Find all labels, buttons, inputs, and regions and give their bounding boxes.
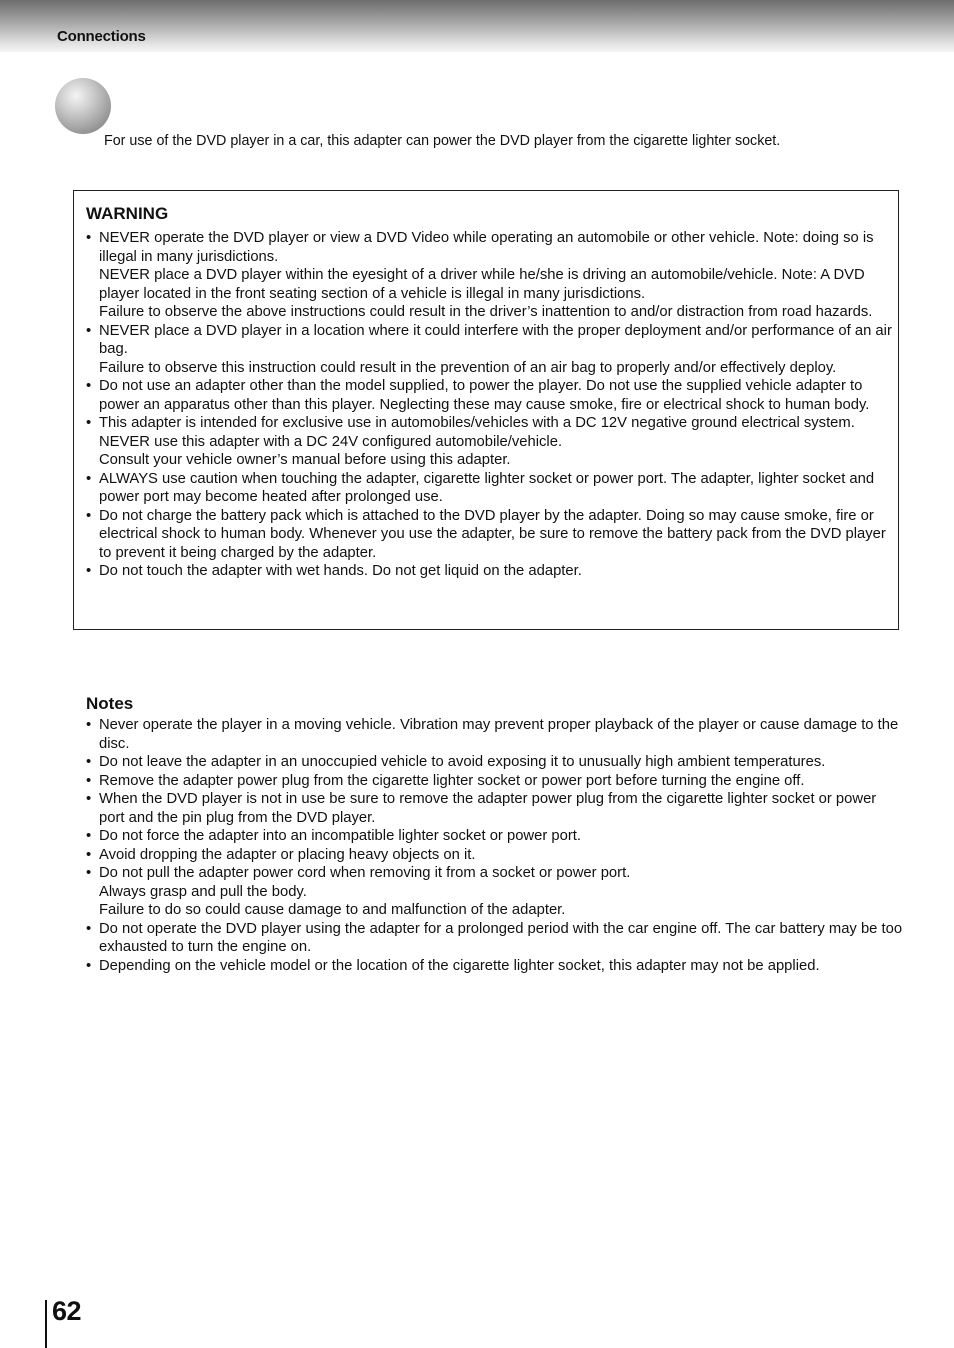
warning-list (0, 229, 899, 581)
list-item-paragraph: • Do not operate the DVD player using the adapter for a prolonged period with the car engine off. The car battery may be too exhausted to turn the engine on. (99, 920, 903, 955)
list-item-paragraph: • Do not use an adapter other than the model supplied, to power the player. Do not use the supplied vehicle adapter to power an apparatus other than this player. Neglecting these may cause smoke, fire or electrical shock to human body. (99, 378, 870, 413)
section-orb-icon (55, 78, 111, 134)
list-item (0, 229, 899, 322)
list-item-paragraph: • Depending on the vehicle model or the location of the cigarette lighter socket, this adapter may not be applied. (99, 957, 820, 974)
list-item-paragraph: Consult your vehicle owner’s manual before using this adapter. (99, 452, 511, 468)
list-item-paragraph: • Do not leave the adapter in an unoccupied vehicle to avoid exposing it to unusually high ambient temperatures. (99, 754, 826, 770)
list-item-paragraph: • Do not charge the battery pack which is attached to the DVD player by the adapter. Doing so may cause smoke, fire or electrical shock to human body. Whenever you use the adapter, be sure to remove the battery pack from the DVD player to prevent it being charged by the adapter. (99, 507, 886, 561)
list-item (0, 827, 905, 846)
list-item (0, 562, 899, 581)
list-item-paragraph: NEVER place a DVD player within the eyesight of a driver while he/she is driving an automobile/vehicle. Note: A DVD player located in the front seating section of a vehicle is illegal in many jurisdictions. (99, 267, 865, 302)
list-item-paragraph: Failure to observe this instruction could result in the prevention of an air bag to properly and/or effectively deploy. (99, 359, 837, 376)
section-title: Connections (57, 28, 146, 45)
list-item-paragraph: • NEVER operate the DVD player or view a DVD Video while operating an automobile or other vehicle. Note: doing so is illegal in many jurisdictions. (99, 230, 874, 265)
list-item-paragraph: • Do not pull the adapter power cord when removing it from a socket or power port. (99, 865, 631, 881)
list-item (0, 957, 905, 976)
list-item-paragraph: • NEVER place a DVD player in a location where it could interfere with the proper deployment and/or performance of an air bag. (99, 322, 892, 357)
list-item (0, 507, 899, 563)
list-item-paragraph: • Do not force the adapter into an incompatible lighter socket or power port. (99, 828, 581, 844)
list-item-paragraph: • This adapter is intended for exclusive use in automobiles/vehicles with a DC 12V negative ground electrical system. NEVER use this adapter with a DC 24V configured automobile/vehicle. (99, 415, 855, 450)
notes-heading: Notes (86, 694, 134, 713)
list-item (0, 470, 899, 507)
list-item (0, 790, 905, 827)
list-item-paragraph: • Never operate the player in a moving vehicle. Vibration may prevent proper playback of the player or cause damage to the disc. (99, 717, 899, 752)
notes-list (0, 716, 905, 975)
list-item-paragraph: Failure to do so could cause damage to and malfunction of the adapter. (99, 902, 566, 918)
page-number-rule (45, 1300, 47, 1348)
list-item (0, 772, 905, 791)
list-item-paragraph: Failure to observe the above instructions could result in the driver’s inattention to and/or distraction from road hazards. (99, 304, 873, 320)
list-item (0, 716, 905, 753)
list-item-paragraph: Always grasp and pull the body. (99, 883, 307, 900)
list-item (0, 864, 905, 920)
list-item-paragraph: • Avoid dropping the adapter or placing heavy objects on it. (99, 846, 476, 863)
list-item (0, 322, 899, 378)
warning-heading: WARNING (86, 204, 169, 223)
list-item-paragraph: • ALWAYS use caution when touching the adapter, cigarette lighter socket or power port. The adapter, lighter socket and power port may become heated after prolonged use. (99, 470, 875, 505)
list-item (0, 920, 905, 957)
list-item (0, 753, 905, 772)
page-number: 62 (52, 1296, 82, 1326)
list-item (0, 414, 899, 470)
list-item (0, 846, 905, 865)
list-item-paragraph: • Remove the adapter power plug from the cigarette lighter socket or power port before turning the engine off. (99, 772, 805, 789)
list-item-paragraph: • Do not touch the adapter with wet hands. Do not get liquid on the adapter. (99, 563, 582, 579)
list-item-paragraph: • When the DVD player is not in use be sure to remove the adapter power plug from the cigarette lighter socket or power port and the pin plug from the DVD player. (99, 791, 877, 826)
intro-text: For use of the DVD player in a car, this adapter can power the DVD player from the cigarette lighter socket. (104, 133, 781, 149)
list-item (0, 377, 899, 414)
